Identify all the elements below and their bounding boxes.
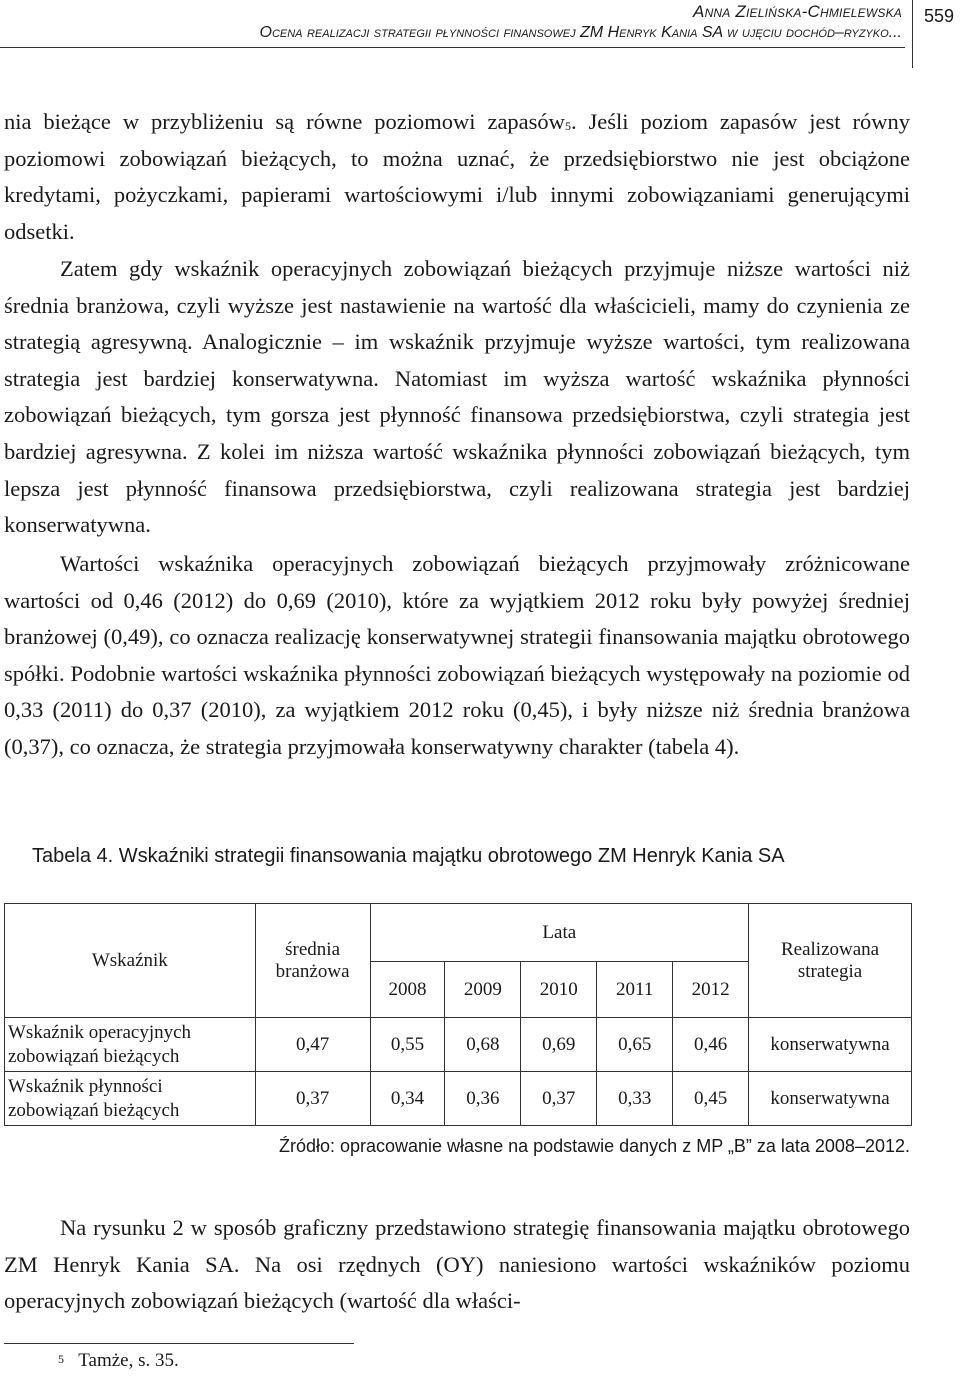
cell-value: 0,33 — [597, 1072, 673, 1126]
header-vertical-rule — [912, 0, 913, 68]
footnote — [58, 1350, 179, 1372]
header-article-title: Ocena realizacji strategii płynności finansowej ZM Henryk Kania SA w ujęciu dochód–ryzyko... — [259, 24, 902, 41]
cell-value: 0,45 — [673, 1072, 749, 1126]
running-header — [0, 0, 960, 70]
header-years-group: Lata — [370, 904, 749, 962]
footnote-rule — [4, 1343, 354, 1344]
header-rule — [0, 47, 905, 48]
cell-value: 0,37 — [521, 1072, 597, 1126]
header-author: Anna Zielińska-Chmielewska — [693, 2, 902, 21]
header-strategy: Realizowana strategia — [749, 904, 912, 1018]
paragraph-4: Na rysunku 2 w sposób graficzny przedstawiono strategię finansowania majątku obrotowego ZM Henryk Kania SA. Na osi rzędnych (OY) naniesiono wartości wskaźników poziomu operacyjnych zobowiązań bieżących (wartość dla właści- — [4, 1215, 910, 1314]
cell-average: 0,47 — [255, 1018, 370, 1072]
paragraph-2: Zatem gdy wskaźnik operacyjnych zobowiązań bieżących przyjmuje niższe wartości niż średnia branżowa, czyli wyższe jest nastawienie na wartość dla właścicieli, mamy do czynienia ze strategią agresywną. Analogicznie – im wskaźnik przyjmuje wyższe wartości, tym realizowana strategia jest bardziej konserwatywna. Natomiast im wyższa wartość wskaźnika płynności zobowiązań bieżących, tym gorsza jest płynność finansowa przedsiębiorstwa, czyli strategia jest bardziej agresywna. Z kolei im niższa wartość wskaźnika płynności zobowiązań bieżących, tym lepsza jest płynność finansowa przedsiębiorstwa, czyli realizowana strategia jest bardziej konserwatywna. — [4, 256, 910, 538]
cell-average: 0,37 — [255, 1072, 370, 1126]
cell-value: 0,68 — [445, 1018, 521, 1072]
cell-value: 0,65 — [597, 1018, 673, 1072]
table-source-note: Źródło: opracowanie własne na podstawie danych z MP „B” za lata 2008–2012. — [278, 1136, 910, 1156]
paragraph-3: Wartości wskaźnika operacyjnych zobowiązań bieżących przyjmowały zróżnicowane wartości od 0,46 (2012) do 0,69 (2010), które za wyjątkiem 2012 roku były powyżej średniej branżowej (0,49), co oznacza realizację konserwatywnej strategii finansowania majątku obrotowego spółki. Podobnie wartości wskaźnika płynności zobowiązań bieżących występowały na poziomie od 0,33 (2011) do 0,37 (2010), za wyjątkiem 2012 roku (0,45), i były niższe niż średnia branżowa (0,37), co oznacza, że strategia przyjmowała konserwatywny charakter (tabela 4). — [4, 551, 910, 759]
table-row — [5, 1018, 912, 1072]
page-number: 559 — [924, 6, 955, 26]
header-year: 2011 — [597, 962, 673, 1018]
header-year: 2008 — [370, 962, 445, 1018]
cell-value: 0,34 — [370, 1072, 445, 1126]
cell-value: 0,46 — [673, 1018, 749, 1072]
footnote-text: Tamże, s. 35. — [78, 1350, 179, 1371]
cell-strategy: konserwatywna — [749, 1072, 912, 1126]
footnote-ref: 5 — [564, 119, 571, 133]
paragraph-1-rest: . Jeśli poziom zapasów jest równy poziomowi zobowiązań bieżących, to można uznać, że przedsiębiorstwo nie jest obciążone kredytami, pożyczkami, papierami wartościowymi i/lub innymi zobowiązaniami generującymi odsetki. — [4, 109, 910, 244]
header-indicator: Wskaźnik — [5, 904, 256, 1018]
paragraph-1 — [4, 104, 910, 250]
cell-value: 0,55 — [370, 1018, 445, 1072]
cell-strategy: konserwatywna — [749, 1018, 912, 1072]
header-year: 2009 — [445, 962, 521, 1018]
cell-value: 0,69 — [521, 1018, 597, 1072]
header-year: 2012 — [673, 962, 749, 1018]
table-caption: Tabela 4. Wskaźniki strategii finansowania majątku obrotowego ZM Henryk Kania SA — [32, 845, 785, 867]
header-industry-average: średnia branżowa — [255, 904, 370, 1018]
data-table — [4, 903, 912, 1126]
paragraph-1-start: nia bieżące w przybliżeniu są równe poziomowi zapasów — [4, 109, 565, 134]
table-row — [5, 1072, 912, 1126]
row-label: Wskaźnik operacyjnych zobowiązań bieżących — [5, 1018, 256, 1072]
cell-value: 0,36 — [445, 1072, 521, 1126]
header-year: 2010 — [521, 962, 597, 1018]
footnote-number: 5 — [58, 1352, 64, 1366]
row-label: Wskaźnik płynności zobowiązań bieżących — [5, 1072, 256, 1126]
